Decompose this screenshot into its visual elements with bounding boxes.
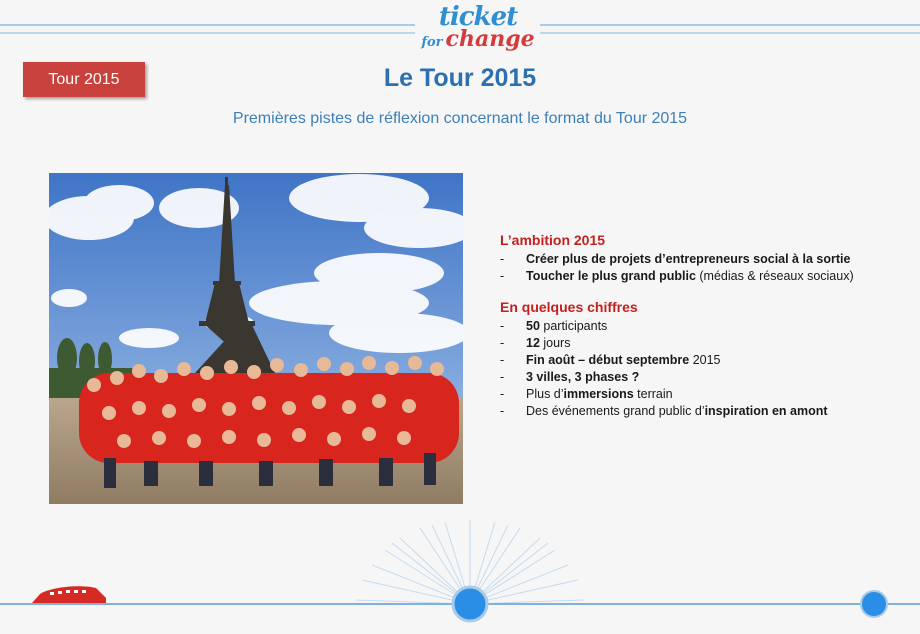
figures-heading: En quelques chiffres [500,299,638,315]
page-title: Le Tour 2015 [383,64,537,92]
ambition-section [500,232,900,285]
footer-decoration [0,510,920,634]
group-photo [49,173,463,504]
info-panel [500,232,900,420]
list-item: - Créer plus de projets d’entrepreneurs social à la sortie [500,252,851,266]
list-item: - Toucher le plus grand public (médias & réseaux sociaux) [500,269,854,283]
list-item: - 50 participants [500,319,608,333]
ambition-heading: L’ambition 2015 [500,232,606,248]
list-item: - Des événements grand public d’inspiration en amont [500,404,828,418]
list-item: - 3 villes, 3 phases ? [500,370,640,384]
page-subtitle: Premières pistes de réflexion concernant le format du Tour 2015 [232,110,688,127]
tour-badge: Tour 2015 [23,62,145,97]
list-item: - Fin août – début septembre 2015 [500,353,721,367]
figures-section [500,299,900,420]
list-item: - Plus d’immersions terrain [500,387,673,401]
list-item: - 12 jours [500,336,571,350]
ticket-for-change-logo: ticket for change [421,2,535,52]
